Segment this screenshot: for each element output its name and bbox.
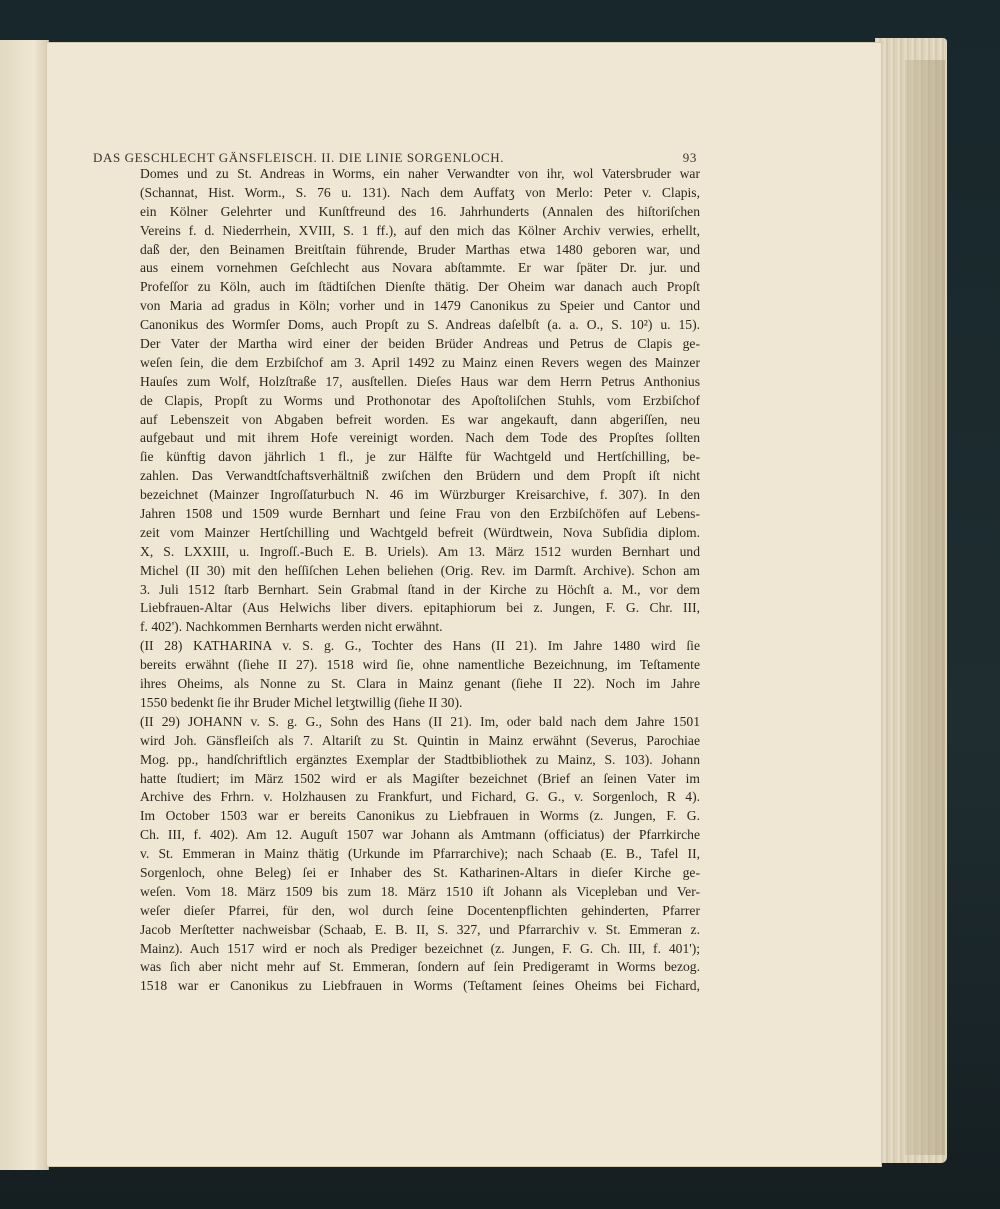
text-line: Vereins f. d. Niederrhein, XVIII, S. 1 ff.), auf den mich das Kölner Archiv verwies, erhellt, bbox=[140, 222, 700, 238]
text-line: Hauſes zum Wolf, Holzſtraße 17, ausſtellen. Dieſes Haus war dem Herrn Petrus Anthonius bbox=[140, 373, 700, 389]
text-line: Michel (II 30) mit den heſſiſchen Lehen beliehen (Orig. Rev. im Darmſt. Archive). Schon am bbox=[140, 562, 700, 578]
text-line: ihres Oheims, als Nonne zu St. Clara in Mainz genant (ſiehe II 22). Noch im Jahre bbox=[140, 676, 700, 692]
body-text bbox=[140, 165, 700, 996]
text-line: was ſich aber nicht mehr auf St. Emmeran, ſondern auf ſein Predigeramt in Worms bezog. bbox=[140, 959, 700, 975]
text-line: hatte ſtudiert; im März 1502 wird er als Magiſter bezeichnet (Brief an ſeinen Vater im bbox=[140, 770, 700, 786]
text-line: f. 402'). Nachkommen Bernharts werden nicht erwähnt. bbox=[140, 619, 443, 635]
text-line: weſen. Vom 18. März 1509 bis zum 18. März 1510 iſt Johann als Vicepleban und Ver- bbox=[140, 883, 700, 899]
text-line: Mog. pp., handſchriftlich ergänztes Exemplar der Stadtbibliothek zu Mainz, S. 103). Johann bbox=[140, 751, 700, 767]
text-line: 1550 bedenkt ſie ihr Bruder Michel letʒtwillig (ſiehe II 30). bbox=[140, 694, 463, 710]
text-line: Liebfrauen-Altar (Aus Helwichs liber divers. epitaphiorum bei z. Jungen, F. G. Chr. III, bbox=[140, 600, 700, 616]
text-line: 3. Juli 1512 ſtarb Bernhart. Sein Grabmal ſtand in der Kirche zu Höchſt a. M., vor dem bbox=[140, 581, 700, 597]
text-line: Im October 1503 war er bereits Canonikus zu Liebfrauen in Worms (z. Jungen, F. G. bbox=[140, 808, 700, 824]
text-line: aufgebaut und mit ihrem Hofe vereinigt worden. Nach dem Tode des Propſtes ſollten bbox=[140, 430, 700, 446]
text-line: (Schannat, Hist. Worm., S. 76 u. 131). Nach dem Auffatʒ von Merlo: Peter v. Clapis, bbox=[140, 184, 700, 200]
text-line: wird Joh. Gänsfleiſch als 7. Altariſt zu St. Quintin in Mainz erwähnt (Severus, Parochiae bbox=[140, 732, 700, 748]
running-title: DAS GESCHLECHT GÄNSFLEISCH. II. DIE LINIE SORGENLOCH. bbox=[93, 150, 505, 165]
text-line: weſer dieſer Pfarrei, für den, wol durch ſeine Docentenpflichten gehinderten, Pfarrer bbox=[140, 902, 700, 918]
text-line: aus einem vornehmen Geſchlecht aus Novara abſtammte. Er war ſpäter Dr. jur. und bbox=[140, 260, 700, 276]
text-line: ſie künftig davon jährlich 1 fl., je zur Hälfte für Wachtgeld und Hertſchilling, be- bbox=[140, 449, 700, 465]
text-line: Canonikus des Wormſer Doms, auch Propſt zu S. Andreas daſelbſt (a. a. O., S. 10²) u. 15). bbox=[140, 317, 700, 333]
text-line: daß der, den Beinamen Breitſtain führende, Bruder Marthas etwa 1480 geboren war, und bbox=[140, 241, 700, 257]
text-line: Profeſſor zu Köln, auch im ſtädtiſchen Dienſte thätig. Der Oheim war danach auch Propſt bbox=[140, 279, 700, 295]
text-line: zeit vom Mainzer Hertſchilling und Wachtgeld befreit (Würdtwein, Nova Subſidia diplom. bbox=[140, 524, 700, 540]
text-line: bereits erwähnt (ſiehe II 27). 1518 wird ſie, ohne namentliche Bezeichnung, im Teſtamente bbox=[140, 657, 700, 673]
page-number: 93 bbox=[682, 150, 697, 165]
text-line: 1518 war er Canonikus zu Liebfrauen in Worms (Teſtament ſeines Oheims bei Fichard, bbox=[140, 978, 700, 994]
text-line: Domes und zu St. Andreas in Worms, ein naher Verwandter von ihr, wol Vatersbruder war bbox=[140, 166, 700, 181]
text-line: Jacob Merſtetter nachweisbar (Schaab, E. B. II, S. 327, und Pfarrarchiv v. St. Emmeran z. bbox=[140, 921, 700, 937]
text-line: de Clapis, Propſt zu Worms und Prothonotar des Apoſtoliſchen Stuhls, vom Erzbiſchof bbox=[140, 392, 700, 408]
page-stack-shadow bbox=[905, 60, 945, 1155]
text-line: von Maria ad gradus in Köln; vorher und in 1479 Canonikus zu Speier und Cantor und bbox=[140, 298, 700, 314]
text-line: (II 29) JOHANN v. S. g. G., Sohn des Hans (II 21). Im, oder bald nach dem Jahre 1501 bbox=[140, 713, 700, 729]
left-page-edge bbox=[0, 40, 49, 1170]
text-line: Archive des Frhrn. v. Holzhausen zu Frankfurt, und Fichard, G. G., v. Sorgenloch, R 4). bbox=[140, 789, 700, 805]
text-line: zahlen. Das Verwandtſchaftsverhältniß zwiſchen den Brüdern und dem Propſt iſt nicht bbox=[140, 468, 700, 484]
text-line: ein Kölner Gelehrter und Kunſtfreund des 16. Jahrhunderts (Annalen des hiſtoriſchen bbox=[140, 203, 700, 219]
text-line: X, S. LXXIII, u. Ingroſſ.-Buch E. B. Uriels). Am 13. März 1512 wurden Bernhart und bbox=[140, 543, 700, 559]
text-line: Ch. III, f. 402). Am 12. Auguſt 1507 war Johann als Amtmann (officiatus) der Pfarrkirche bbox=[140, 827, 700, 843]
text-line: (II 28) KATHARINA v. S. g. G., Tochter des Hans (II 21). Im Jahre 1480 wird ſie bbox=[140, 638, 700, 654]
text-line: v. St. Emmeran in Mainz thätig (Urkunde im Pfarrarchive); nach Schaab (E. B., Tafel II, bbox=[140, 846, 700, 862]
text-line: auf Lebenszeit von Abgaben befreit worden. Es war angekauft, dann abgeriſſen, neu bbox=[140, 411, 700, 427]
text-line: Sorgenloch, ohne Beleg) ſei er Inhaber des St. Katharinen-Altars in dieſer Kirche ge- bbox=[140, 864, 700, 880]
text-line: weſen ſein, die dem Erzbiſchof am 3. April 1492 zu Mainz einen Revers wegen des Mainzer bbox=[140, 354, 700, 370]
text-line: Jahren 1508 und 1509 wurde Bernhart und ſeine Frau von den Erzbiſchöfen auf Lebens- bbox=[140, 506, 700, 522]
text-line: Mainz). Auch 1517 wird er noch als Prediger bezeichnet (z. Jungen, F. G. Ch. III, f. 401'); bbox=[140, 940, 700, 956]
text-line: bezeichnet (Mainzer Ingroſſaturbuch N. 46 im Würzburger Kreisarchive, f. 307). In den bbox=[140, 487, 700, 503]
text-line: Der Vater der Martha wird einer der beiden Brüder Andreas und Petrus de Clapis ge- bbox=[140, 336, 700, 352]
